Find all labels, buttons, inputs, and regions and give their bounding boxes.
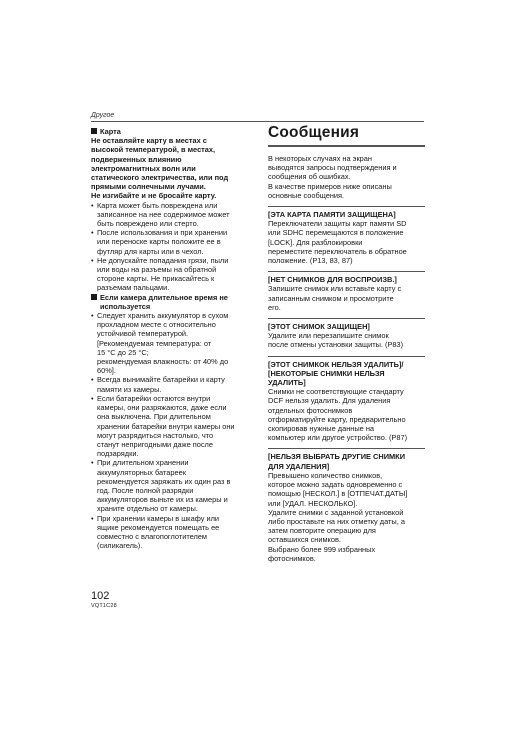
message-block [268,318,425,350]
message-body-line: фотоснимков. [268,553,316,563]
bullet-line: футляр для карты или в чехол. [97,246,204,256]
message-body-line: Запишите снимок или вставьте карту с [268,284,402,294]
bullet-item [91,458,248,513]
bullet-line: рекомендуется заряжать их один раз в [97,476,231,486]
bullet-line: • При длительном хранении [97,458,189,468]
message-header [268,271,425,284]
warning-line: подверженных влиянию [91,154,182,164]
bullet-line: • Следует хранить аккумулятор в сухом [97,311,229,321]
message-body [268,219,425,265]
storage-header-line: Если камера длительное время не [91,293,248,302]
message-body [268,471,425,563]
bullet-line: • При хранении камеры в шкафу или [97,513,220,523]
message-body-line: переместите переключатель в обратное [268,246,407,256]
bullet-item [91,201,248,229]
message-body-line: оставшихся снимков. [268,535,341,545]
bullet-line: устойчивой температурой. [97,329,189,339]
message-body-line: или [УДАЛ. НЕСКОЛЬКО]. [268,498,358,508]
message-body-line: или SDHC перемещаются в положение [268,228,404,238]
square-bullet-icon [91,128,97,134]
bullet-line: • Карта может быть повреждена или [97,200,218,210]
message-header-line: [НЕТ СНИМКОВ ДЛЯ ВОСПРОИЗВ.] [268,275,397,285]
message-header [268,318,425,331]
intro-line: основные сообщения. [268,190,345,200]
message-body-line: его. [268,302,281,312]
message-body-line: отдельных фотоснимков [268,405,353,415]
message-body-line: Переключатели защиты карт памяти SD [268,219,407,229]
bullet-line: рекомендуемая влажность: от 40% до [97,357,229,367]
message-body [268,284,425,312]
bullet-line: • Не допускайте попадания грязи, пыли [97,255,229,265]
message-body-line: Превышено количество снимков, [268,470,383,480]
bullet-line: или воды на разъемы на обратной [97,265,217,275]
document-code: VQT1C28 [91,603,117,609]
bullet-item [91,514,248,551]
bullet-line: камеры, они разряжаются, даже если [97,403,227,413]
message-body-line: отформатируйте карту, предварительно [268,414,406,424]
bullet-line: 15 °C до 25 °C; [97,347,149,357]
storage-bullets [91,311,248,550]
message-block [268,448,425,562]
bullet-line: год. После полной разрядки [97,485,194,495]
warning-line: высокой температурой, в местах, [91,145,216,155]
bullet-item [91,228,248,256]
bullet-line: стороне карты. Не прикасайтесь к [97,274,215,284]
message-body-line: положение. (P13, 83, 87) [268,256,353,266]
message-header-line: [ЭТОТ СНИМКОК НЕЛЬЗЯ УДАЛИТЬ]/ [268,359,404,369]
bullet-item [91,256,248,293]
intro-line: В некоторых случаях на экран [268,154,372,163]
message-body [268,331,425,349]
intro-line: выводятся запросы подтверждения и [268,163,397,173]
bullet-line: быть повреждено или стерто. [97,219,199,229]
bullet-line: храните отдельно от камеры. [97,504,198,514]
bullet-item [91,311,248,375]
message-body-line: компьютер или другое устройство. (P87) [268,433,408,443]
message-body-line: Выбрано более 999 избранных [268,544,376,554]
intro-line: сообщения об ошибках. [268,172,351,182]
title-rule [268,145,425,147]
card-header-text: Карта [100,127,121,136]
bullet-line: подзарядки. [97,449,139,459]
bullet-line: станут непригодными даже после [97,439,213,449]
page-title: Сообщения [268,124,360,141]
message-header-line: ДЛЯ УДАЛЕНИЯ] [268,461,330,471]
intro-text [268,154,425,200]
message-header-line: [НЕКОТОРЫЕ СНИМКИ НЕЛЬЗЯ [268,368,385,378]
bullet-line: 60%]. [97,366,116,376]
square-bullet-icon [91,294,97,300]
bullet-item [91,394,248,458]
left-column [91,127,248,550]
bullet-line: • После использования и при хранении [97,228,228,238]
card-section-header [91,127,248,136]
bullet-line: или переноске карты положите ее в [97,237,221,247]
bullet-line: прохладном месте с относительно [97,320,216,330]
bullet-line: она выключена. При длительном [97,412,211,422]
message-body-line: Удалите снимки с заданной установкой [268,507,404,517]
message-block [268,206,425,265]
section-label: Другое [91,112,115,119]
message-body-line: либо проставьте на них отметку даты, а [268,516,405,526]
message-body-line: Удалите или перезапишите снимок [268,331,389,341]
message-body-line: которое можно задать одновременно с [268,480,403,490]
bullet-line: аккумуляторных батареек [97,467,186,477]
bullet-line: совместно с влагопоглотителем [97,531,207,541]
message-body-line: [LOCK]. Для разблокировки [268,237,363,247]
bullet-line: • Если батарейки остаются внутри [97,393,211,403]
storage-section-header [91,293,248,311]
message-header [268,206,425,219]
bullet-line: аккумуляторов выньте их из камеры и [97,495,228,505]
bullet-line: [Рекомендуемая температура: от [97,338,212,348]
right-column [268,124,425,563]
message-body-line: Снимки не соответствующие стандарту [268,387,404,397]
message-body-line: скопировав нужные данные на [268,424,375,434]
warning-line: электромагнитных волн или [91,163,196,173]
message-body-line: DCF нельзя удалить. Для удаления [268,396,391,406]
message-body-line: после отмены установки защиты. (P83) [268,340,404,350]
warning-line: Не изгибайте и не бросайте карту. [91,191,217,201]
bullet-line: (силикагель). [97,541,143,551]
storage-header-line: используется [100,301,151,311]
page-number: 102 [91,590,110,602]
card-bullets [91,201,248,293]
bullet-item [91,375,248,393]
bullet-line: • Всегда вынимайте батарейки и карту [97,375,225,385]
message-header [268,356,425,388]
message-header [268,448,425,470]
warning-line: статического электричества, или под [91,173,229,183]
bullet-line: могут разрядиться настолько, что [97,430,214,440]
message-body-line: помощью [НЕСКОЛ.] в [ОТПЕЧАТ.ДАТЫ] [268,489,408,499]
warning-line: Не оставляйте карту в местах с [91,136,207,146]
message-block [268,271,425,312]
message-header-line: [ЭТА КАРТА ПАМЯТИ ЗАЩИЩЕНА] [268,210,396,220]
message-header-line: [ЭТОТ СНИМОК ЗАЩИЩЕН] [268,322,370,332]
warning-line: прямыми солнечными лучами. [91,182,206,192]
bullet-line: хранении батарейки внутри камеры они [97,421,235,431]
bullet-line: памяти из камеры. [97,384,162,394]
message-header-line: [НЕЛЬЗЯ ВЫБРАТЬ ДРУГИЕ СНИМКИ [268,452,406,462]
intro-line: В качестве примеров ниже описаны [268,181,392,191]
message-body [268,387,425,442]
bullet-line: записанное на нее содержимое может [97,209,230,219]
message-block [268,356,425,443]
message-header-line: УДАЛИТЬ] [268,378,306,388]
bullet-line: разъемам пальцами. [97,283,170,293]
messages-list [268,206,425,563]
message-body-line: записанным снимком и просмотрите [268,293,394,303]
header-rule [91,121,424,122]
card-warning [91,136,248,200]
message-body-line: затем повторите операцию для [268,526,376,536]
bullet-line: ящике рекомендуется помещать ее [97,522,220,532]
